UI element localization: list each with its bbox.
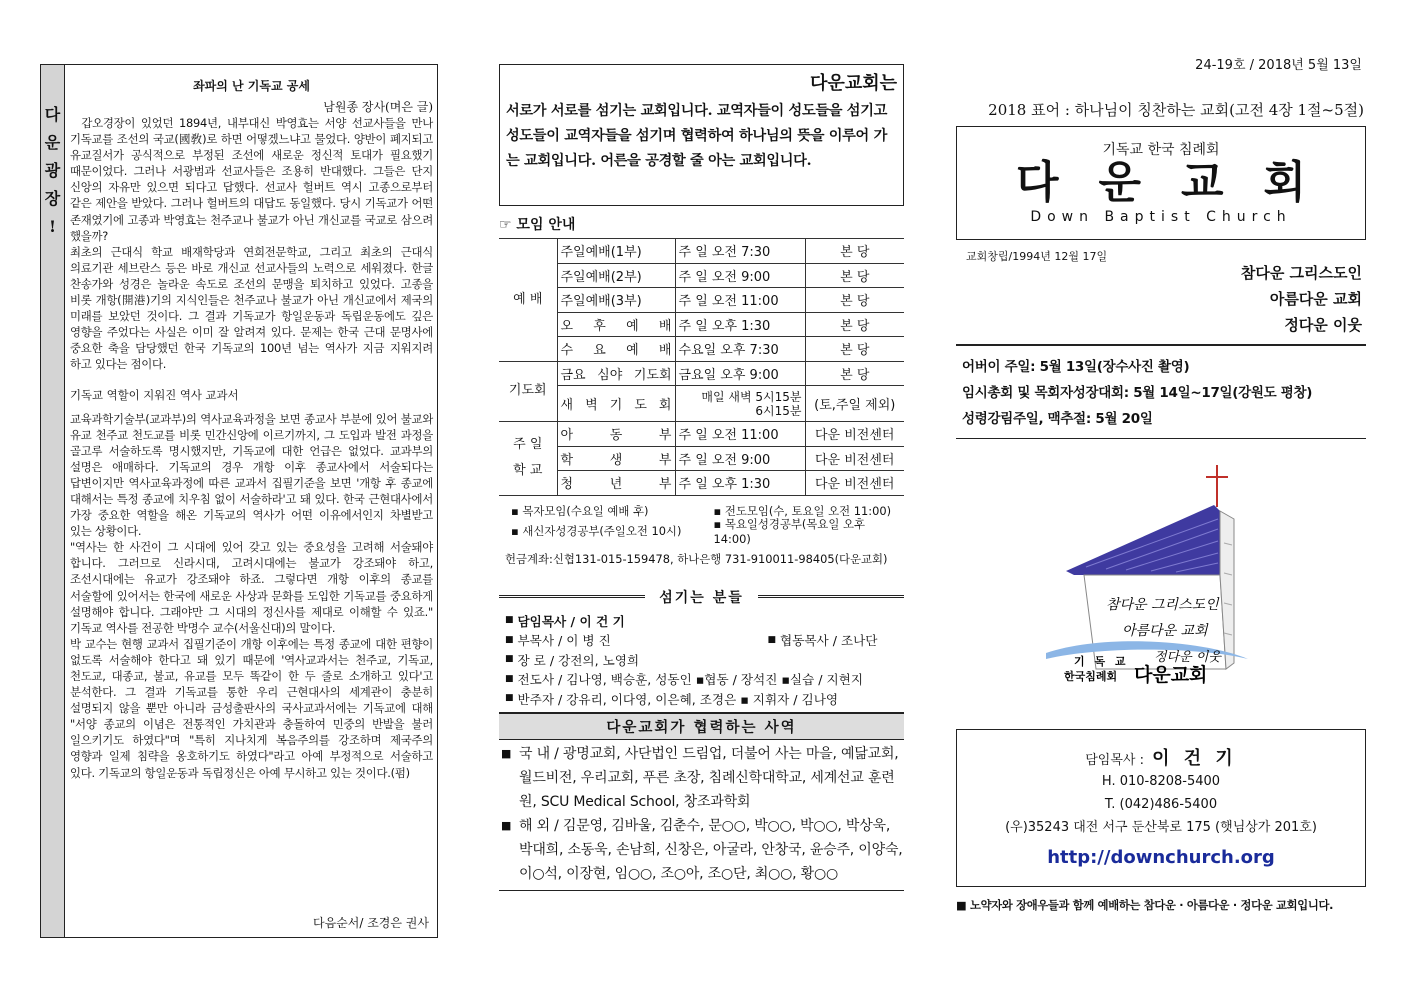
- founding-date: 교회창립/1994년 12월 17일: [966, 250, 1108, 263]
- staff-entry: 장 로 / 강전의, 노영희: [517, 652, 640, 668]
- schedule-time: 수요일 오후 7:30: [675, 337, 805, 362]
- schedule-row: [499, 288, 904, 313]
- tagline: 아름다운 교회: [1269, 290, 1362, 308]
- sidebar-char: 운: [44, 133, 61, 152]
- pastor-name: 이 건 기: [1152, 748, 1237, 769]
- phone-number: T. (042)486-5400: [1104, 797, 1218, 812]
- schedule-row: [499, 386, 904, 422]
- notice-item: 임시총회 및 목회자성장대회: 5월 14일~17일(강원도 평창): [962, 385, 1313, 401]
- mission-box: [499, 64, 904, 206]
- sidebar-char: 광: [44, 161, 61, 180]
- article-paragraph: 박 교수는 현행 교과서 집필기준이 개항 이후에는 특정 종교에 대한 편향이 없도록 서술해야 한다고 돼 있기 때문에 '역사교과서는 천주교, 기독교, 천도교, 대종교, 불교, 유교를 모두 똑같이 한 두 줄로 소개하고 있다'고 분석한다. 그 결과 기독교를 통한 우리 근현대사의 세계관이 충분히 설명되지 않을 뿐만 아니라 금성출판사의 국사교과서에는 기독교에 대해 "서양 종교의 이념은 전통적인 가치관과 충돌하여 민중의 반발을 불러 일으키기도 하였다"며 "특히 지나치게 복음주의를 강조하며 제국주의 영향과 일제 침략을 옹호하기도 하였다"라고 아예 부정적으로 서술하고 있다. 기독교의 항일운동과 독립정신은 아예 무시하고 있는 것이다.(펌): [70, 636, 433, 780]
- address: (우)35243 대전 서구 둔산북로 175 (햇님상가 201호): [1005, 820, 1317, 835]
- article-author: 남원종 장사(며은 글): [323, 100, 433, 114]
- schedule-place: 다운 비전센터: [805, 471, 904, 496]
- art-label-big: 다운교회: [1134, 664, 1208, 686]
- schedule-place: 본 당: [805, 337, 904, 362]
- schedule-place: 본 당: [805, 263, 904, 288]
- church-building-icon: [956, 463, 1366, 689]
- schedule-place: (토,주일 제외): [805, 386, 904, 422]
- footer-note: ■ 노약자와 장애우들과 함께 예배하는 참다운 · 아름다운 · 정다운 교회입니다.: [956, 899, 1334, 912]
- church-name: 다운교회: [1015, 157, 1346, 208]
- schedule-name: 수 요 예 배: [557, 337, 675, 362]
- schedule-place: 본 당: [805, 288, 904, 313]
- schedule-place: 본 당: [805, 239, 904, 264]
- schedule-place: 본 당: [805, 361, 904, 386]
- coop-domestic: 국 내 / 광명교회, 사단법인 드림업, 더불어 사는 마을, 예닮교회, 월드비전, 우리교회, 푸른 초장, 침례신학대학교, 세계선교 훈련원, SCU Medical School, 창조과학회: [519, 746, 899, 810]
- staff-list: ■ 담임목사 / 이 건 기 ■ 부목사 / 이 병 진 ■ 협동목사 / 조나단 ■ 장 로 / 강전의, 노영희 ■ 전도사 / 김나영, 백승훈, 성동인 ▪협동 / 장석진 ▪실습 / 지현지 ■ 반주자 / 강유리, 이다영, 이은혜, 조경은 ▪ 지휘자 / 김나영: [499, 611, 904, 709]
- schedule-name: 새 벽 기 도 회: [557, 386, 675, 422]
- mission-text: 서로가 서로를 섬기는 교회입니다. 교역자들이 성도들을 섬기고 성도들이 교역자들을 섬기며 협력하여 하나님의 뜻을 이루어 가는 교회입니다. 어른을 공경할 줄 아는 교회입니다.: [506, 103, 888, 169]
- staff-entry: 전도사 / 김나영, 백승훈, 성동인 ▪협동 / 장석진 ▪실습 / 지현지: [517, 672, 863, 688]
- column-article: [40, 64, 438, 938]
- sidebar-char: !: [48, 217, 57, 236]
- cooperation-heading: 다운교회가 협력하는 사역: [499, 712, 904, 740]
- art-line: 아름다운 교회: [1122, 623, 1208, 639]
- schedule-time: 주 일 오전 9:00: [675, 446, 805, 471]
- coop-overseas: 해 외 / 김문영, 김바울, 김춘수, 문○○, 박○○, 박○○, 박상욱, 박대희, 소동욱, 손남희, 신창은, 아굴라, 안창국, 윤승주, 이양숙, 이○석, 이장현, 임○○, 조○아, 조○단, 최○○, 황○○: [519, 818, 903, 882]
- staff-entry: 담임목사 / 이 건 기: [517, 613, 625, 629]
- schedule-row: [499, 361, 904, 386]
- article-paragraph: 최초의 근대식 학교 배재학당과 연희전문학교, 그리고 최초의 근대식 의료기관 세브란스 등은 바로 개신교 선교사들의 노력으로 세워졌다. 한글 찬송가와 성경은 놀라운 속도로 조선의 문맹을 퇴치하고 있었다. 고종을 비롯 개항(開港)기의 지식인들은 천주교나 불교가 아닌 개신교에서 제국의 미래를 보았던 것이다. 그 결과 기독교가 항일운동과 독립운동에도 깊은 영향을 주었다는 사실은 이미 잘 알려져 있다. 문제는 한국 근대 문명사에 중요한 축을 담당했던 한국 기독교의 100년 넘는 역사가 지금 지워지려 하고 있다는 점이다.: [70, 244, 433, 372]
- article-paragraph: "역사는 한 사건이 그 시대에 있어 갖고 있는 중요성을 고려해 서술돼야 합니다. 그러므로 신라시대, 고려시대에는 불교가 강조돼야 하고, 조선시대에는 유교가 강조돼야 하죠. 그렇다면 개항 이후의 종교를 서술할에 있어서는 한국에 새로운 사상과 문화를 도입한 기독교를 중요하게 설명해야 합니다. 그래야만 그 시대의 정신사를 제대로 이해할 수 있죠." 기독교 역사를 전공한 박명수 교수(서울신대)의 말이다.: [70, 540, 433, 635]
- meeting-bullets: [499, 501, 904, 546]
- schedule-place: 다운 비전센터: [805, 446, 904, 471]
- article-body: [66, 65, 437, 937]
- denomination: 기독교 한국 침례회: [1102, 142, 1220, 158]
- schedule-time: 주 일 오전 9:00: [675, 263, 805, 288]
- schedule-name: 오 후 예 배: [557, 312, 675, 337]
- schedule-time: 주 일 오전 11:00: [675, 288, 805, 313]
- article-subheading: 기독교 역할이 지워진 역사 교과서: [70, 387, 239, 402]
- staff-entry: 반주자 / 강유리, 이다영, 이은혜, 조경은 ▪ 지휘자 / 김나영: [517, 691, 839, 707]
- art-line: 정다운 이웃: [1154, 650, 1221, 665]
- schedule-name: 주일예배(3부): [557, 288, 675, 313]
- schedule-time: 주 일 오후 1:30: [675, 312, 805, 337]
- issue-date: 24-19호 / 2018년 5월 13일: [1195, 58, 1362, 73]
- sidebar-char: 장: [44, 189, 61, 208]
- sidebar-char: 다: [44, 105, 61, 124]
- schedule-name: 아 동 부: [557, 422, 675, 447]
- bullet-item: ▪ 새신자성경공부(주일오전 10시): [511, 523, 682, 538]
- article-paragraph: 교육과학기술부(교과부)의 역사교육과정을 보면 종교사 부분에 있어 불교와 유교 천주교 천도교를 비롯 민간신앙에 이르기까지, 그 도입과 발전 과정을 골고루 서술하도록 명시했지만, 기독교에 대한 언급은 없었다. 교과부의 설명은 애매하다. 기독교의 경우 개항 이후 종교사에서 서술되다는 답변이지만 역사교육과정에 따른 교과서 집필기준을 보면 '개항 후 종교에 대해서는 특정 종교에 치우침 없이 서술하라'고 돼 있다. 한국 근현대사에서 가장 중요한 역할을 해온 기독교의 역사가 어떤 이유에서인지 차별받고 있는 상황이다.: [70, 411, 433, 539]
- schedule-name: 청 년 부: [557, 471, 675, 496]
- staff-heading-text: 섬기는 분들: [659, 589, 744, 606]
- schedule-time: 금요일 오후 9:00: [675, 361, 805, 386]
- schedule-name: 금요 심야 기도회: [557, 361, 675, 386]
- annual-motto: 2018 표어 : 하나님이 칭찬하는 교회(고전 4장 1절~5절): [988, 101, 1364, 119]
- schedule-place: 본 당: [805, 312, 904, 337]
- schedule-row: [499, 471, 904, 496]
- bullet-item: ▪ 전도모임(수, 토요일 오전 11:00): [713, 503, 892, 518]
- schedule-row: [499, 446, 904, 471]
- schedule-place: 다운 비전센터: [805, 422, 904, 447]
- schedule-time: 주 일 오전 7:30: [675, 239, 805, 264]
- schedule-time: 주 일 오전 11:00: [675, 422, 805, 447]
- bullet-item: ▪ 목요일성경공부(목요일 오후 14:00): [713, 516, 865, 546]
- schedule-time: 매일 새벽 5시15분 6시15분: [675, 386, 805, 422]
- article-title: 좌파의 난 기독교 공세: [193, 79, 310, 93]
- schedule-row: [499, 422, 904, 447]
- art-line: 참다운 그리스도인: [1106, 597, 1219, 613]
- website-link[interactable]: http://downchurch.org: [1047, 847, 1275, 868]
- pastor-line: [957, 744, 1365, 770]
- church-english-name: Down Baptist Church: [1030, 209, 1292, 225]
- cooperation-list: ■ 국 내 / 광명교회, 사단법인 드림업, 더불어 사는 마을, 예닮교회, 월드비전, 우리교회, 푸른 초장, 침례신학대학교, 세계선교 훈련원, SCU Medical School, 창조과학회 ■ 해 외 / 김문영, 김바울, 김춘수, 문○○, 박○○, 박○○, 박상욱, 박대희, 소동욱, 손남희, 신창은, 아굴라, 안창국, 윤승주, 이양숙, 이○석, 이장현, 임○○, 조○아, 조○단, 최○○, 황○○: [499, 740, 904, 888]
- tagline: 정다운 이웃: [1284, 316, 1362, 334]
- schedule-time: 주 일 오후 1:30: [675, 471, 805, 496]
- pastor-label: 담임목사 :: [1085, 753, 1144, 768]
- schedule-row: [499, 337, 904, 362]
- schedule-row: [499, 312, 904, 337]
- schedule-heading: ☞ 모임 안내: [499, 217, 576, 233]
- schedule-table: [499, 238, 904, 496]
- mobile-number: H. 010-8208-5400: [1101, 774, 1221, 789]
- schedule-row: [499, 239, 904, 264]
- schedule-row: [499, 263, 904, 288]
- staff-heading: [499, 587, 904, 607]
- schedule-category: 예 배: [499, 239, 557, 362]
- bullet-item: ▪ 목자모임(수요일 예배 후): [511, 503, 649, 518]
- schedule-category: 주 일 학 교: [499, 422, 557, 496]
- schedule-name: 학 생 부: [557, 446, 675, 471]
- column-cover: [956, 54, 1366, 913]
- article-signature: 다음순서/ 조경은 권사: [312, 916, 429, 930]
- tagline: 참다운 그리스도인: [1240, 264, 1362, 282]
- notice-item: 어버이 주일: 5월 13일(장수사진 촬영): [962, 359, 1190, 375]
- art-label-small-1: 기 독 교: [1074, 655, 1129, 668]
- column-info: [499, 64, 904, 891]
- church-illustration: [956, 463, 1366, 689]
- schedule-name: 주일예배(1부): [557, 239, 675, 264]
- contact-box: [956, 729, 1366, 887]
- church-title-box: [956, 126, 1366, 240]
- offering-account: 헌금계좌:신협131-015-159478, 하나은행 731-910011-98405(다운교회): [505, 551, 888, 566]
- notice-item: 성령강림주일, 맥추절: 5월 20일: [962, 411, 1153, 427]
- schedule-name: 주일예배(2부): [557, 263, 675, 288]
- staff-entry: 협동목사 / 조나단: [780, 633, 878, 649]
- schedule-category: 기도회: [499, 361, 557, 422]
- art-label-small-2: 한국침례회: [1064, 670, 1118, 683]
- staff-entry: 부목사 / 이 병 진: [517, 633, 611, 649]
- article-paragraph: 갑오경장이 있었던 1894년, 내부대신 박영효는 서양 선교사들을 만나 기독교를 조선의 국교(國敎)로 하면 어떻겠느냐고 물었다. 양반이 폐지되고 유교질서가 공식적으로 부정된 조선에 새로운 정신적 토대가 필요했기 때문이었다. 그러나 서광범과 선교사들은 조용히 반대했다. 그들은 단지 신앙의 자유만 있으면 되다고 답했다. 선교사 헐버트 역시 고종으로부터 같은 제안을 받았다. 그러나 헐버트의 대답도 동일했다. 당시 기독교가 어떤 존재였기에 고종과 박영효는 천주교나 불교가 아닌 개신교를 국교로 삼으려 했을까?: [70, 116, 433, 243]
- notices: [956, 344, 1366, 439]
- mission-heading: 다운교회는: [810, 73, 897, 94]
- sidebar-title: [41, 65, 65, 937]
